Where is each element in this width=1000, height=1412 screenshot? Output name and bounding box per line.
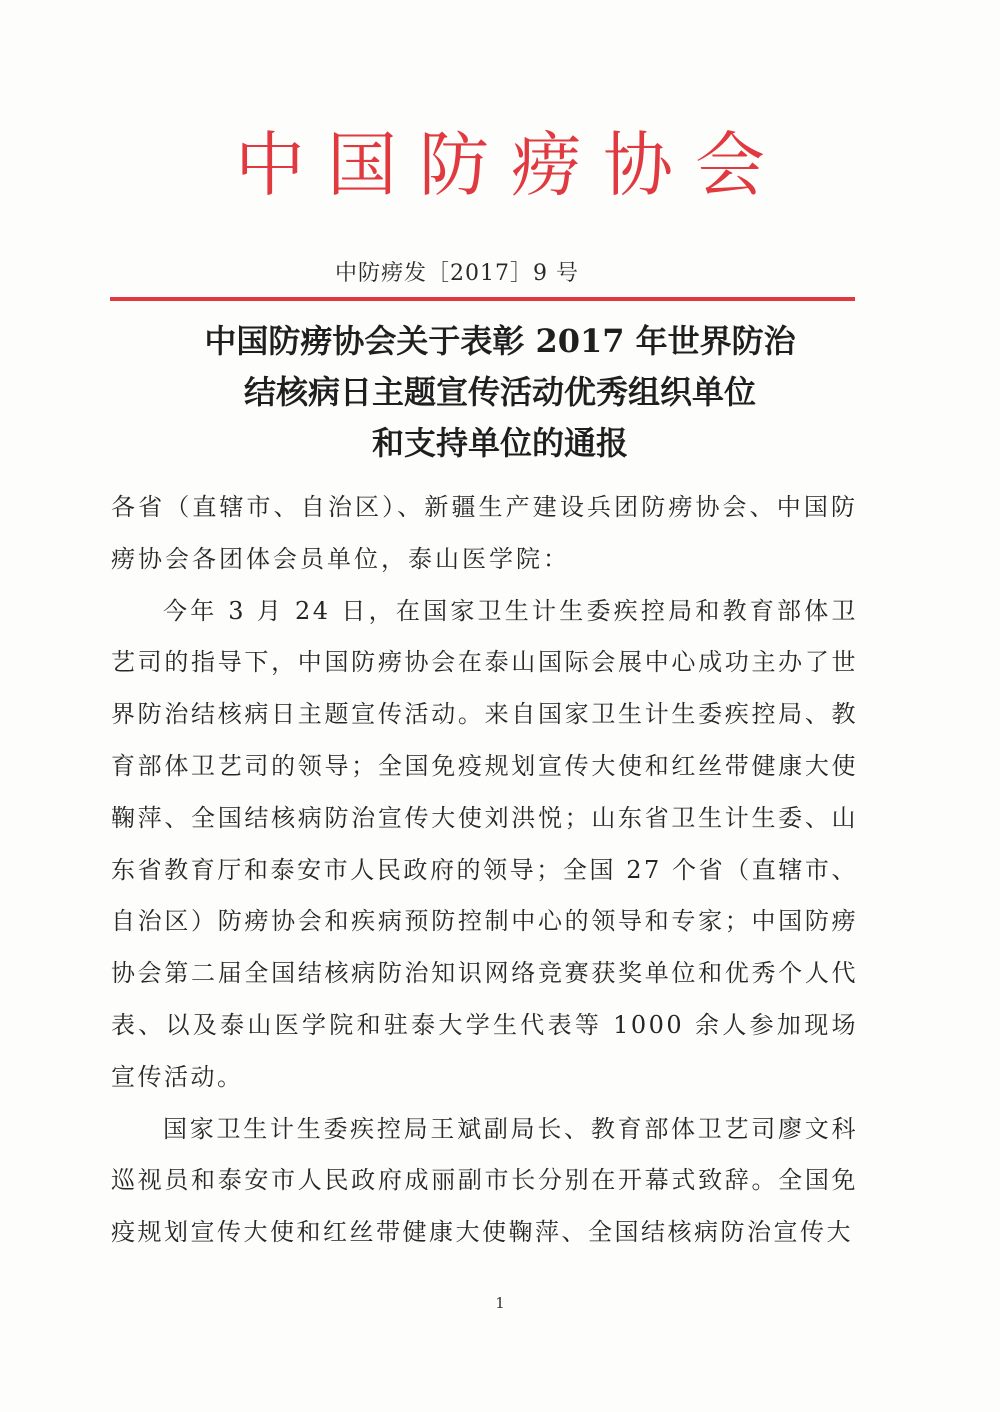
title-line-2: 结核病日主题宣传活动优秀组织单位 <box>243 373 756 411</box>
document-title <box>0 316 1000 469</box>
addressee-text: 各省（直辖市、自治区）、新疆生产建设兵团防痨协会、中国防痨协会各团体会员单位，泰山医学院： <box>111 493 858 573</box>
document-body <box>111 482 858 1259</box>
body-paragraph-1: 今年 3 月 24 日，在国家卫生计生委疾控局和教育部体卫艺司的指导下，中国防痨协会在泰山国际会展中心成功主办了世界防治结核病日主题宣传活动。来自国家卫生计生委疾控局、教育部体卫艺司的领导；全国免疫规划宣传大使和红丝带健康大使鞠萍、全国结核病防治宣传大使刘洪悦；山东省卫生计生委、山东省教育厅和泰安市人民政府的领导；全国 27 个省（直辖市、自治区）防痨协会和疾病预防控制中心的领导和专家；中国防痨协会第二届全国结核病防治知识网络竞赛获奖单位和优秀个人代表、以及泰山医学院和驻泰大学生代表等 1000 余人参加现场宣传活动。 <box>111 596 858 1091</box>
document-number: 中防痨发［2017］9 号 <box>335 261 579 286</box>
red-divider-line <box>110 297 855 301</box>
organization-masthead: 中国防痨协会 <box>235 124 787 206</box>
title-line-1: 中国防痨协会关于表彰 2017 年世界防治 <box>204 322 796 360</box>
title-line-3: 和支持单位的通报 <box>371 424 628 462</box>
body-paragraph-2: 国家卫生计生委疾控局王斌副局长、教育部体卫艺司廖文科巡视员和泰安市人民政府成丽副市长分别在开幕式致辞。全国免疫规划宣传大使和红丝带健康大使鞠萍、全国结核病防治宣传大 <box>111 1114 858 1247</box>
page-number: 1 <box>495 1294 505 1312</box>
